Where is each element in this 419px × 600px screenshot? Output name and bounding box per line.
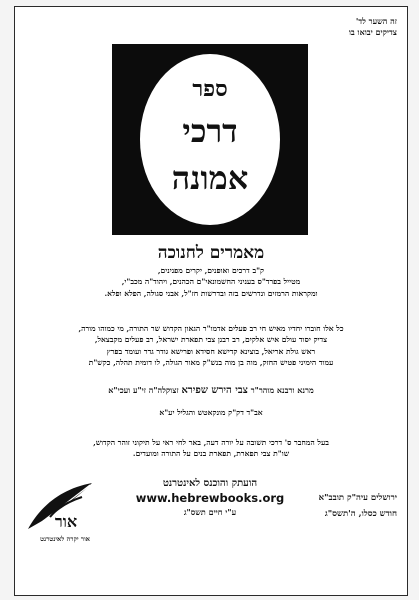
title-frame (112, 44, 308, 235)
intro-line: ראש גולת אריאל, בוצינא קדישא חסידא ופרישא גודר גדר ועומד בפרץ (106, 346, 316, 356)
intro-line: עמוד הימיני פטיש החזק, מוה בן מוה בנש"ק מאור הגולה, לו דומית תהלה, כקש"ת (88, 358, 334, 368)
author-prefix: מרנא ורבנא מוהר"ר (250, 385, 314, 395)
place-line: ירושלים עיה"ק תובב"א (318, 493, 397, 503)
composer-block (29, 437, 393, 460)
book-title-page (14, 6, 408, 596)
author-name: צבי הירש שפירא (181, 385, 248, 396)
description-line: מטייל בפרד"ס בעניני החשמונאי"ם הכהנים, ויהוד"ה מכב"י, (121, 277, 301, 287)
top-verse-line-2: צדיקים יבואו בו (348, 27, 397, 37)
publisher-by: ע"י חיים תשס"ג (183, 507, 237, 517)
place-date (277, 490, 397, 522)
svg-text:אור: אור (54, 512, 78, 531)
subtitle: מאמרים לחנוכה (157, 243, 265, 263)
intro-line: כל אלו חוברו יחדיו מאיש חי רב פעלים אדמו"ר הגאון הקדוש שר התורה, מי כמוהו מורה, (78, 324, 344, 333)
feather-quill-icon (20, 477, 110, 537)
description-line: ומקראות הרמזים ונדרשים בזה ובדרשות חז"ל, אבני סגולה, הפלא ופלא. (104, 288, 318, 298)
composer-line: שו"ת צבי תפארת, תפארת בנים על התורה ומועדים. (132, 449, 290, 459)
intro-line: צדיק יסוד עולם איש אלקים, רב רבנן צבי תפארת ישראל, רב פעלים מקבצאל, (94, 335, 328, 345)
author-suffix: זצוקלה"ה זי"ע ועכי"א (108, 385, 179, 395)
publisher-logo (20, 477, 110, 557)
date-line: חודש כסלו, ה'תשס"ג (324, 509, 397, 519)
intro-block (29, 323, 393, 369)
title-line-3: אמונה (171, 159, 249, 197)
top-verse (197, 16, 397, 38)
description-line: ק"ב דרכים ואופנים, יקרים מפנינים, (157, 266, 265, 275)
logo-caption: אור יקרה לאינטרנט (40, 535, 90, 543)
author-title: אב"ד דק"ק מונקאטש והגליל יע"א (159, 408, 263, 417)
publisher-name: הועתק והוכנס לאינטרנט (162, 478, 258, 489)
title-oval (140, 54, 280, 225)
composer-line: בעל המחבר ס' דרכי תשובה על יורה דעה, באר לחי ראי על תיקוני זוהר הקדוש, (93, 438, 329, 447)
author-line (29, 385, 393, 396)
publisher-url[interactable]: www.hebrewbooks.org (135, 491, 285, 505)
title-line-1: ספר (192, 76, 228, 102)
description-block (29, 265, 393, 299)
title-line-2: דרכי (182, 112, 238, 150)
top-verse-line-1: זה השער לד' (355, 16, 397, 26)
